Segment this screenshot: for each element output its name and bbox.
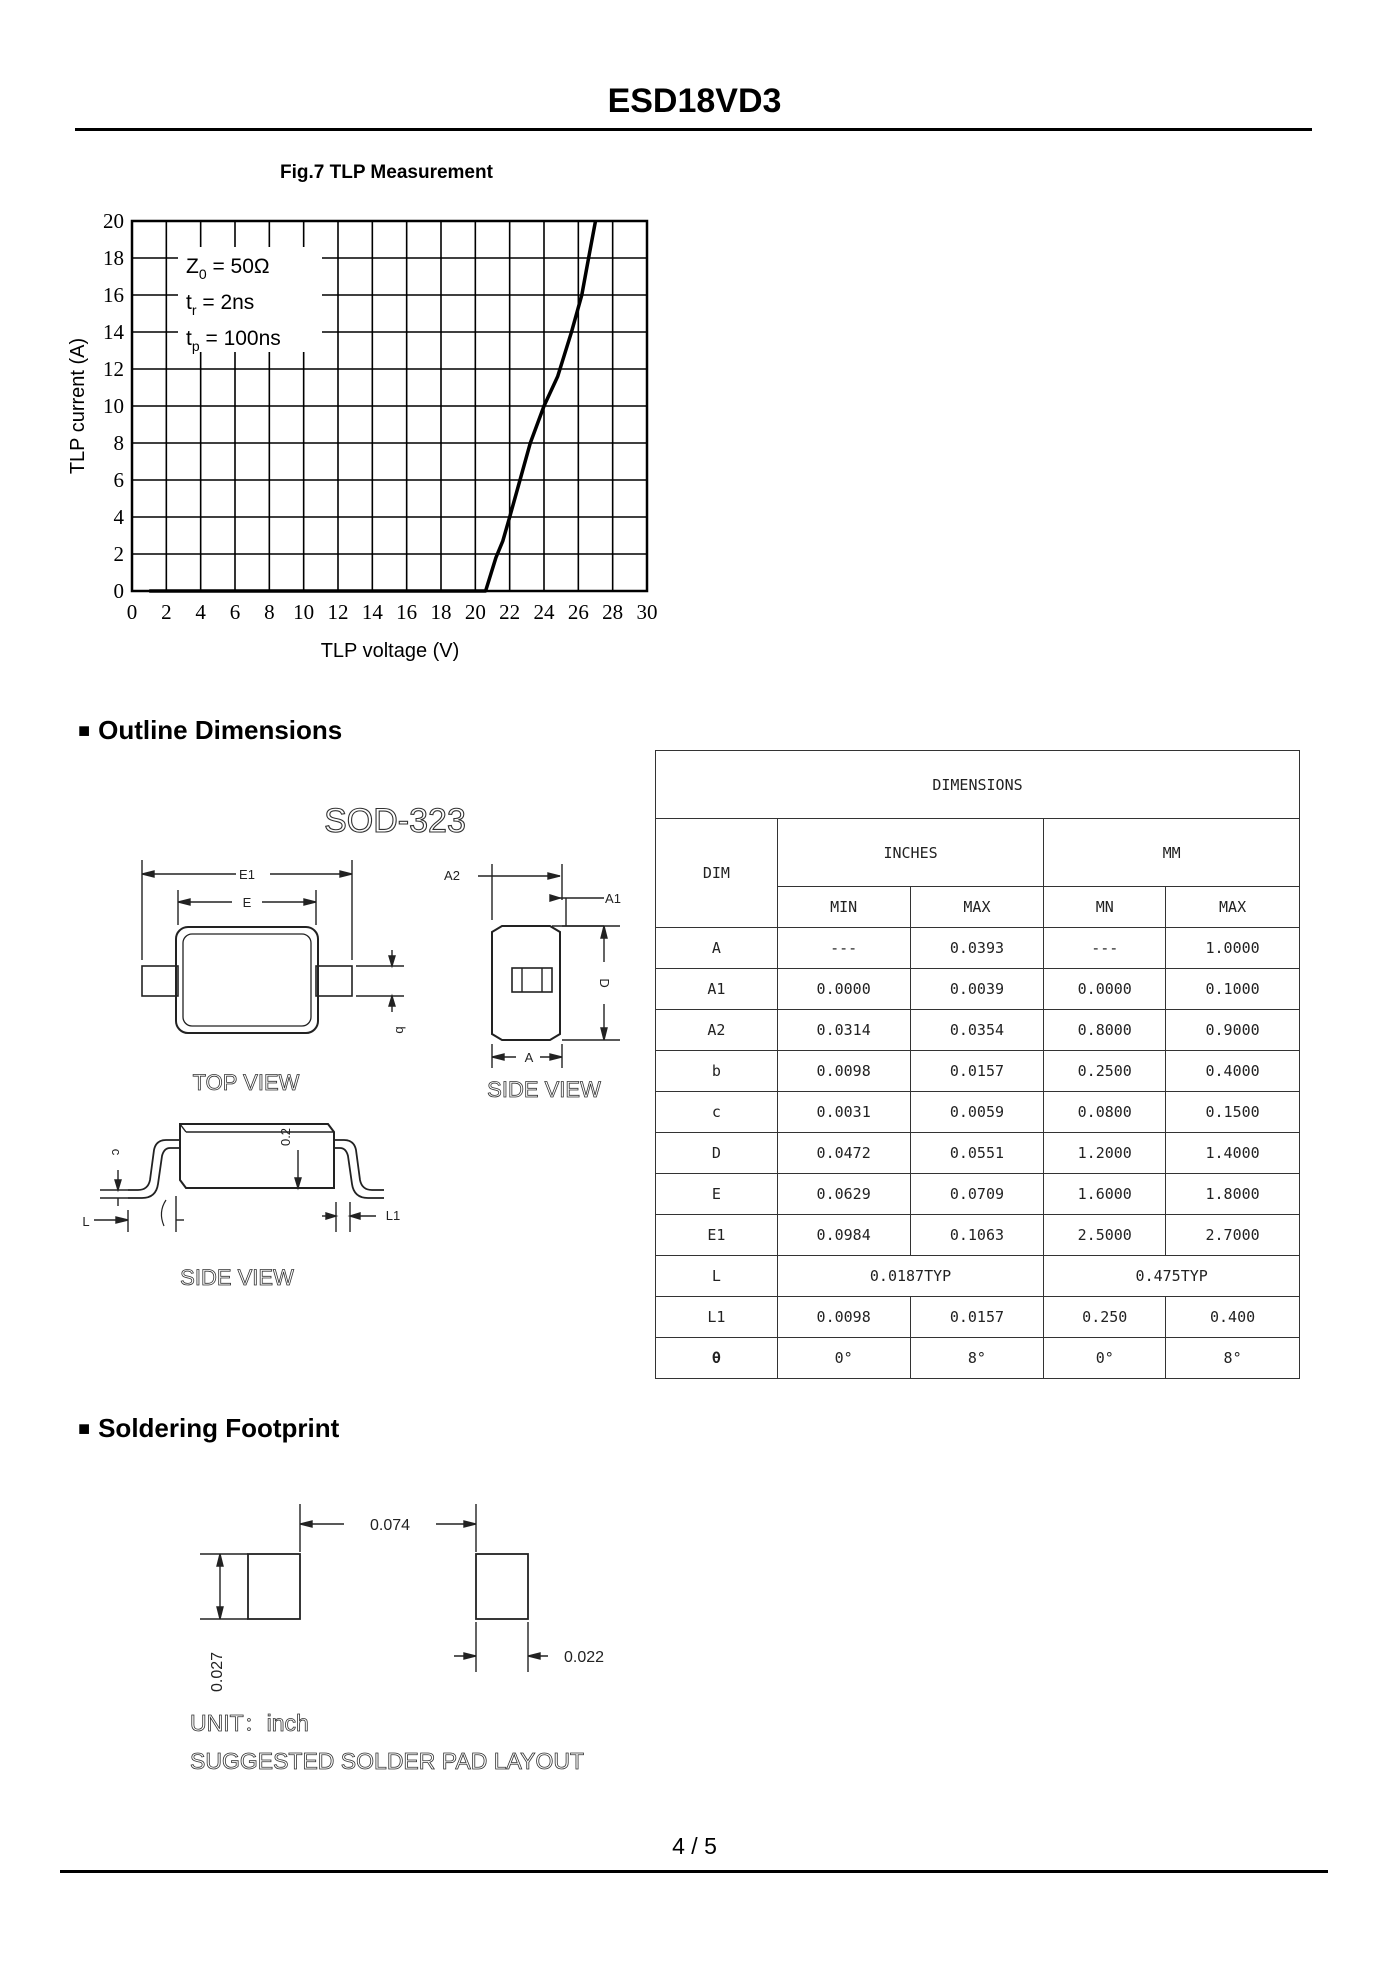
cell-in-min: 0° (777, 1338, 910, 1379)
y-tick-label: 8 (113, 431, 124, 455)
y-tick-label: 2 (113, 542, 124, 566)
legend-tr: $t_r = 2ns$ (186, 291, 255, 318)
cell-in-min: --- (777, 928, 910, 969)
cell-in-min: 0.0098 (777, 1051, 910, 1092)
table-row (656, 1092, 1300, 1133)
dim-pitch-label: 0.074 (369, 1517, 411, 1534)
x-tick-label: 18 (430, 600, 452, 624)
label-b: b (393, 1026, 408, 1034)
subheader-in-max: MAX (910, 887, 1044, 928)
section-outline-label: Outline Dimensions (98, 715, 343, 745)
cell-mm-max: 0.1500 (1166, 1092, 1300, 1133)
table-row (656, 1051, 1300, 1092)
top-view-label: TOP VIEW (192, 1070, 300, 1095)
y-tick-label: 14 (103, 320, 124, 344)
package-name: SOD-323 (324, 802, 466, 840)
label-0-2: 0.2 (278, 1127, 293, 1147)
cell-dim: L (656, 1256, 778, 1297)
label-l: L (82, 1214, 90, 1229)
header-mm: MM (1044, 819, 1300, 887)
x-tick-label: 24 (533, 600, 555, 624)
side-view-bottom (94, 1124, 384, 1232)
label-l1: L1 (385, 1208, 401, 1223)
cell-mm-min: 0.250 (1044, 1297, 1166, 1338)
cell-in-min: 0.0629 (777, 1174, 910, 1215)
cell-mm-max: 8° (1166, 1338, 1300, 1379)
table-title: DIMENSIONS (656, 751, 1300, 819)
cell-dim: L1 (656, 1297, 778, 1338)
table-row (656, 969, 1300, 1010)
x-tick-label: 20 (464, 600, 486, 624)
left-pad (248, 1554, 300, 1619)
cell-in-max: 0.0157 (910, 1051, 1044, 1092)
subheader-in-min: MIN (777, 887, 910, 928)
x-tick-label: 22 (499, 600, 521, 624)
cell-in-max: 0.0157 (910, 1297, 1044, 1338)
label-c: c (109, 1148, 124, 1156)
cell-in-max: 0.0551 (910, 1133, 1044, 1174)
cell-in-max: 0.0039 (910, 969, 1044, 1010)
legend-tp: $t_p = 100ns$ (186, 327, 281, 354)
cell-mm-min: 2.5000 (1044, 1215, 1166, 1256)
table-row (656, 1010, 1300, 1051)
cell-dim: c (656, 1092, 778, 1133)
table-row (656, 1174, 1300, 1215)
cell-in-min: 0.0314 (777, 1010, 910, 1051)
cell-in-max: 0.0354 (910, 1010, 1044, 1051)
cell-mm-min: 0.8000 (1044, 1010, 1166, 1051)
y-tick-label: 20 (103, 209, 124, 233)
cell-dim: θ (656, 1338, 778, 1379)
x-tick-label: 28 (602, 600, 624, 624)
cell-in-min: 0.0472 (777, 1133, 910, 1174)
y-tick-label: 12 (103, 357, 124, 381)
cell-mm-max: 0.400 (1166, 1297, 1300, 1338)
cell-dim: A (656, 928, 778, 969)
cell-dim: A2 (656, 1010, 778, 1051)
cell-in-max: 8° (910, 1338, 1044, 1379)
cell-mm-max: 2.7000 (1166, 1215, 1300, 1256)
cell-in-max: 0.1063 (910, 1215, 1044, 1256)
table-row (656, 1297, 1300, 1338)
cell-dim: A1 (656, 969, 778, 1010)
cell-in-max: 0.0709 (910, 1174, 1044, 1215)
x-tick-label: 6 (229, 600, 241, 624)
x-tick-label: 8 (264, 600, 275, 624)
x-tick-label: 0 (126, 600, 138, 624)
section-outline-title (78, 715, 342, 746)
side-view-right-label: SIDE VIEW (487, 1077, 601, 1102)
y-axis-label: TLP current (A) (67, 337, 89, 475)
cell-in-min: 0.0000 (777, 969, 910, 1010)
label-a: A (524, 1050, 534, 1065)
table-row (656, 928, 1300, 969)
y-tick-label: 10 (103, 394, 124, 418)
cell-dim: E (656, 1174, 778, 1215)
figure-caption: Fig.7 TLP Measurement (280, 162, 493, 183)
cell-dim: b (656, 1051, 778, 1092)
x-tick-labels (127, 600, 658, 624)
label-d: D (597, 978, 612, 988)
cell-dim: D (656, 1133, 778, 1174)
cell-mm-max: 1.0000 (1166, 928, 1300, 969)
y-tick-label: 0 (113, 579, 124, 603)
right-pad (476, 1554, 528, 1619)
cell-mm-max: 0.1000 (1166, 969, 1300, 1010)
footer-rule (60, 1870, 1328, 1873)
cell-mm-max: 1.4000 (1166, 1133, 1300, 1174)
tlp-chart (0, 200, 680, 670)
cell-mm-min: 1.2000 (1044, 1133, 1166, 1174)
bullet-icon: ■ (78, 1418, 91, 1440)
cell-in-max: 0.0393 (910, 928, 1044, 969)
y-tick-labels (103, 209, 125, 603)
page-number: 4 / 5 (672, 1833, 717, 1859)
cell-in-min: 0.0098 (777, 1297, 910, 1338)
cell-mm-max: 0.4000 (1166, 1051, 1300, 1092)
x-tick-label: 30 (636, 600, 658, 624)
bullet-icon: ■ (78, 720, 91, 742)
side-view-bottom-label: SIDE VIEW (180, 1265, 294, 1290)
x-tick-label: 14 (361, 600, 383, 624)
subheader-mm-min: MN (1044, 887, 1166, 928)
cell-dim: E1 (656, 1215, 778, 1256)
cell-mm-min: --- (1044, 928, 1166, 969)
cell-in-max: 0.0059 (910, 1092, 1044, 1133)
y-tick-label: 4 (113, 505, 124, 529)
top-view (142, 860, 404, 1033)
cell-mm-min: 0.2500 (1044, 1051, 1166, 1092)
table-row (656, 1133, 1300, 1174)
table-row (656, 1338, 1300, 1379)
y-tick-label: 18 (103, 246, 124, 270)
footprint-caption: SUGGESTED SOLDER PAD LAYOUT (190, 1748, 585, 1774)
table-header-row (656, 819, 1300, 887)
x-tick-label: 2 (161, 600, 172, 624)
cell-mm-min: 0.0000 (1044, 969, 1166, 1010)
label-e1: E1 (239, 867, 255, 882)
cell-mm-max: 1.8000 (1166, 1174, 1300, 1215)
x-tick-label: 12 (327, 600, 349, 624)
x-tick-label: 26 (567, 600, 589, 624)
label-a1: A1 (605, 891, 621, 906)
cell-in-min: 0.0031 (777, 1092, 910, 1133)
x-tick-label: 16 (396, 600, 418, 624)
cell-mm-typ: 0.475TYP (1044, 1256, 1300, 1297)
x-axis-label: TLP voltage (V) (320, 640, 460, 662)
table-row (656, 1256, 1300, 1297)
x-tick-label: 10 (293, 600, 315, 624)
cell-mm-max: 0.9000 (1166, 1010, 1300, 1051)
cell-inches-typ: 0.0187TYP (777, 1256, 1044, 1297)
y-tick-label: 16 (103, 283, 124, 307)
unit-label: UNIT：inch (190, 1710, 309, 1736)
header-rule (75, 128, 1312, 131)
cell-mm-min: 1.6000 (1044, 1174, 1166, 1215)
page-title: ESD18VD3 (607, 82, 782, 120)
y-tick-label: 6 (113, 468, 124, 492)
x-tick-label: 4 (195, 600, 206, 624)
cell-in-min: 0.0984 (777, 1215, 910, 1256)
section-footprint-label: Soldering Footprint (98, 1413, 340, 1443)
table-title-row (656, 751, 1300, 819)
dim-width-label: 0.022 (564, 1649, 605, 1666)
footprint-drawing (180, 1490, 640, 1800)
dimensions-table (655, 750, 1300, 1379)
section-footprint-title (78, 1413, 339, 1444)
header-inches: INCHES (777, 819, 1044, 887)
label-e: E (242, 895, 252, 910)
subheader-mm-max: MAX (1166, 887, 1300, 928)
side-view-right (478, 864, 620, 1068)
outline-drawing (70, 780, 650, 1300)
cell-mm-min: 0.0800 (1044, 1092, 1166, 1133)
legend-z0: $Z_0 = 50\Omega$ (186, 255, 270, 282)
label-a2: A2 (444, 868, 460, 883)
header-dim: DIM (656, 819, 778, 928)
dim-height-label: 0.027 (209, 1651, 226, 1693)
cell-mm-min: 0° (1044, 1338, 1166, 1379)
table-row (656, 1215, 1300, 1256)
